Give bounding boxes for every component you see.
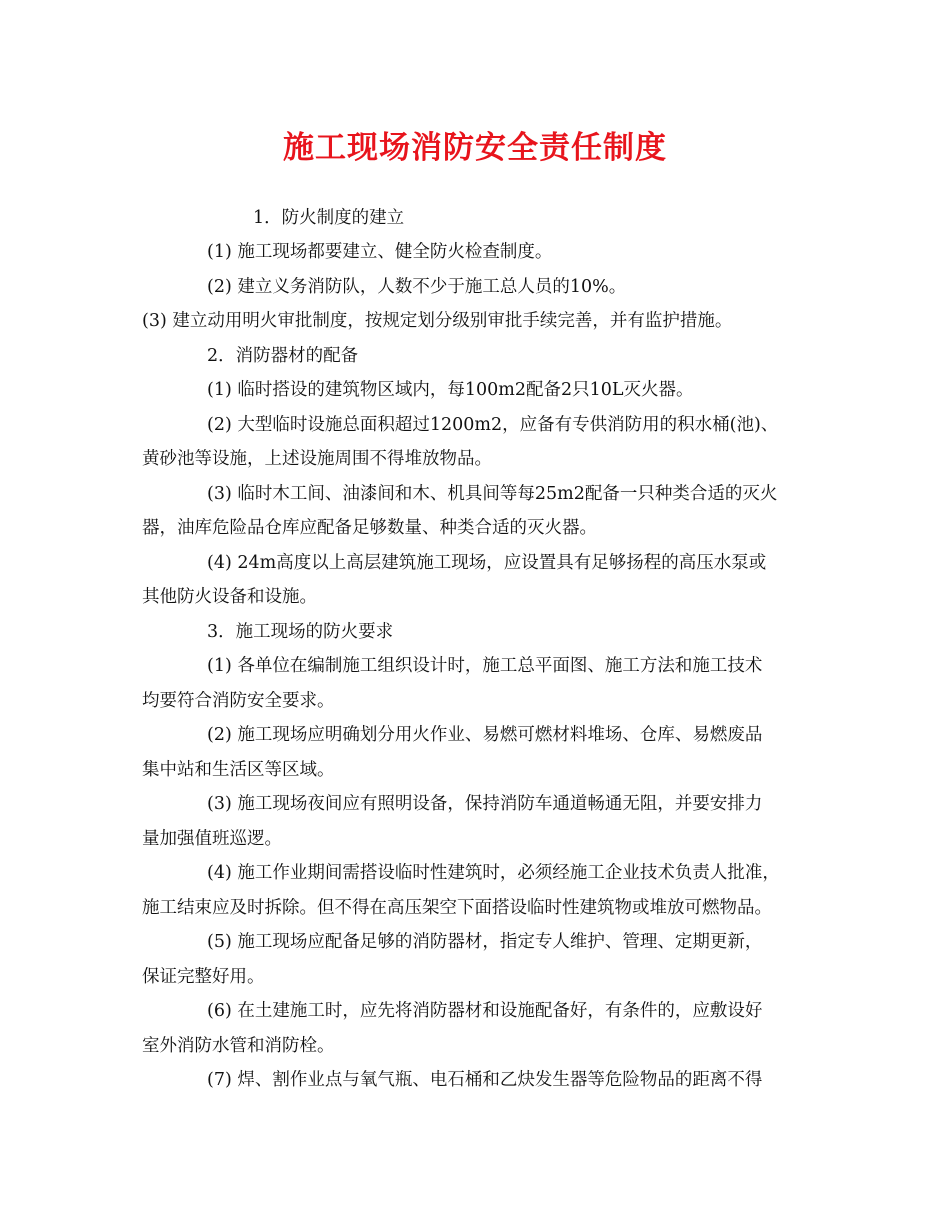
paragraph-line: 保证完整好用。 — [142, 967, 265, 987]
paragraph-line: (1) 临时搭设的建筑物区域内，每100m2配备2只10L灭火器。 — [207, 380, 694, 400]
paragraph-line: (4) 施工作业期间需搭设临时性建筑时，必须经施工企业技术负责人批准， — [207, 863, 780, 883]
section-heading-2: 2．消防器材的配备 — [207, 346, 359, 366]
paragraph-line: (2) 大型临时设施总面积超过1200m2，应备有专供消防用的积水桶(池)、 — [207, 415, 779, 435]
paragraph-line: 集中站和生活区等区域。 — [142, 760, 335, 780]
section-heading-1: 1．防火制度的建立 — [253, 208, 405, 228]
paragraph-line: (5) 施工现场应配备足够的消防器材，指定专人维护、管理、定期更新， — [207, 932, 763, 952]
paragraph-line: 黄砂池等设施，上述设施周围不得堆放物品。 — [142, 449, 492, 469]
paragraph-line: 施工结束应及时拆除。但不得在高压架空下面搭设临时性建筑物或堆放可燃物品。 — [142, 898, 772, 918]
paragraph-line: (1) 施工现场都要建立、健全防火检查制度。 — [207, 242, 553, 262]
paragraph-line: (2) 建立义务消防队，人数不少于施工总人员的10%。 — [207, 277, 627, 297]
paragraph-line: 其他防火设备和设施。 — [142, 587, 317, 607]
paragraph-line: 室外消防水管和消防栓。 — [142, 1036, 335, 1056]
paragraph-line: (6) 在土建施工时，应先将消防器材和设施配备好，有条件的，应敷设好 — [207, 1001, 763, 1021]
paragraph-line: 器，油库危险品仓库应配备足够数量、种类合适的灭火器。 — [142, 518, 597, 538]
paragraph-line: (2) 施工现场应明确划分用火作业、易燃可燃材料堆场、仓库、易燃废品 — [207, 725, 763, 745]
paragraph-line: (3) 建立动用明火审批制度，按规定划分级别审批手续完善，并有监护措施。 — [142, 311, 733, 331]
paragraph-line: 量加强值班巡逻。 — [142, 829, 282, 849]
paragraph-line: (3) 临时木工间、油漆间和木、机具间等每25m2配备一只种类合适的灭火 — [207, 484, 778, 504]
paragraph-line: (7) 焊、割作业点与氧气瓶、电石桶和乙炔发生器等危险物品的距离不得 — [207, 1070, 763, 1090]
paragraph-line: (3) 施工现场夜间应有照明设备，保持消防车通道畅通无阻，并要安排力 — [207, 794, 763, 814]
paragraph-line: 均要符合消防安全要求。 — [142, 691, 335, 711]
section-heading-3: 3．施工现场的防火要求 — [207, 622, 394, 642]
paragraph-line: (1) 各单位在编制施工组织设计时，施工总平面图、施工方法和施工技术 — [207, 656, 763, 676]
paragraph-line: (4) 24m高度以上高层建筑施工现场，应设置具有足够扬程的高压水泵或 — [207, 553, 767, 573]
document-title: 施工现场消防安全责任制度 — [283, 130, 667, 166]
